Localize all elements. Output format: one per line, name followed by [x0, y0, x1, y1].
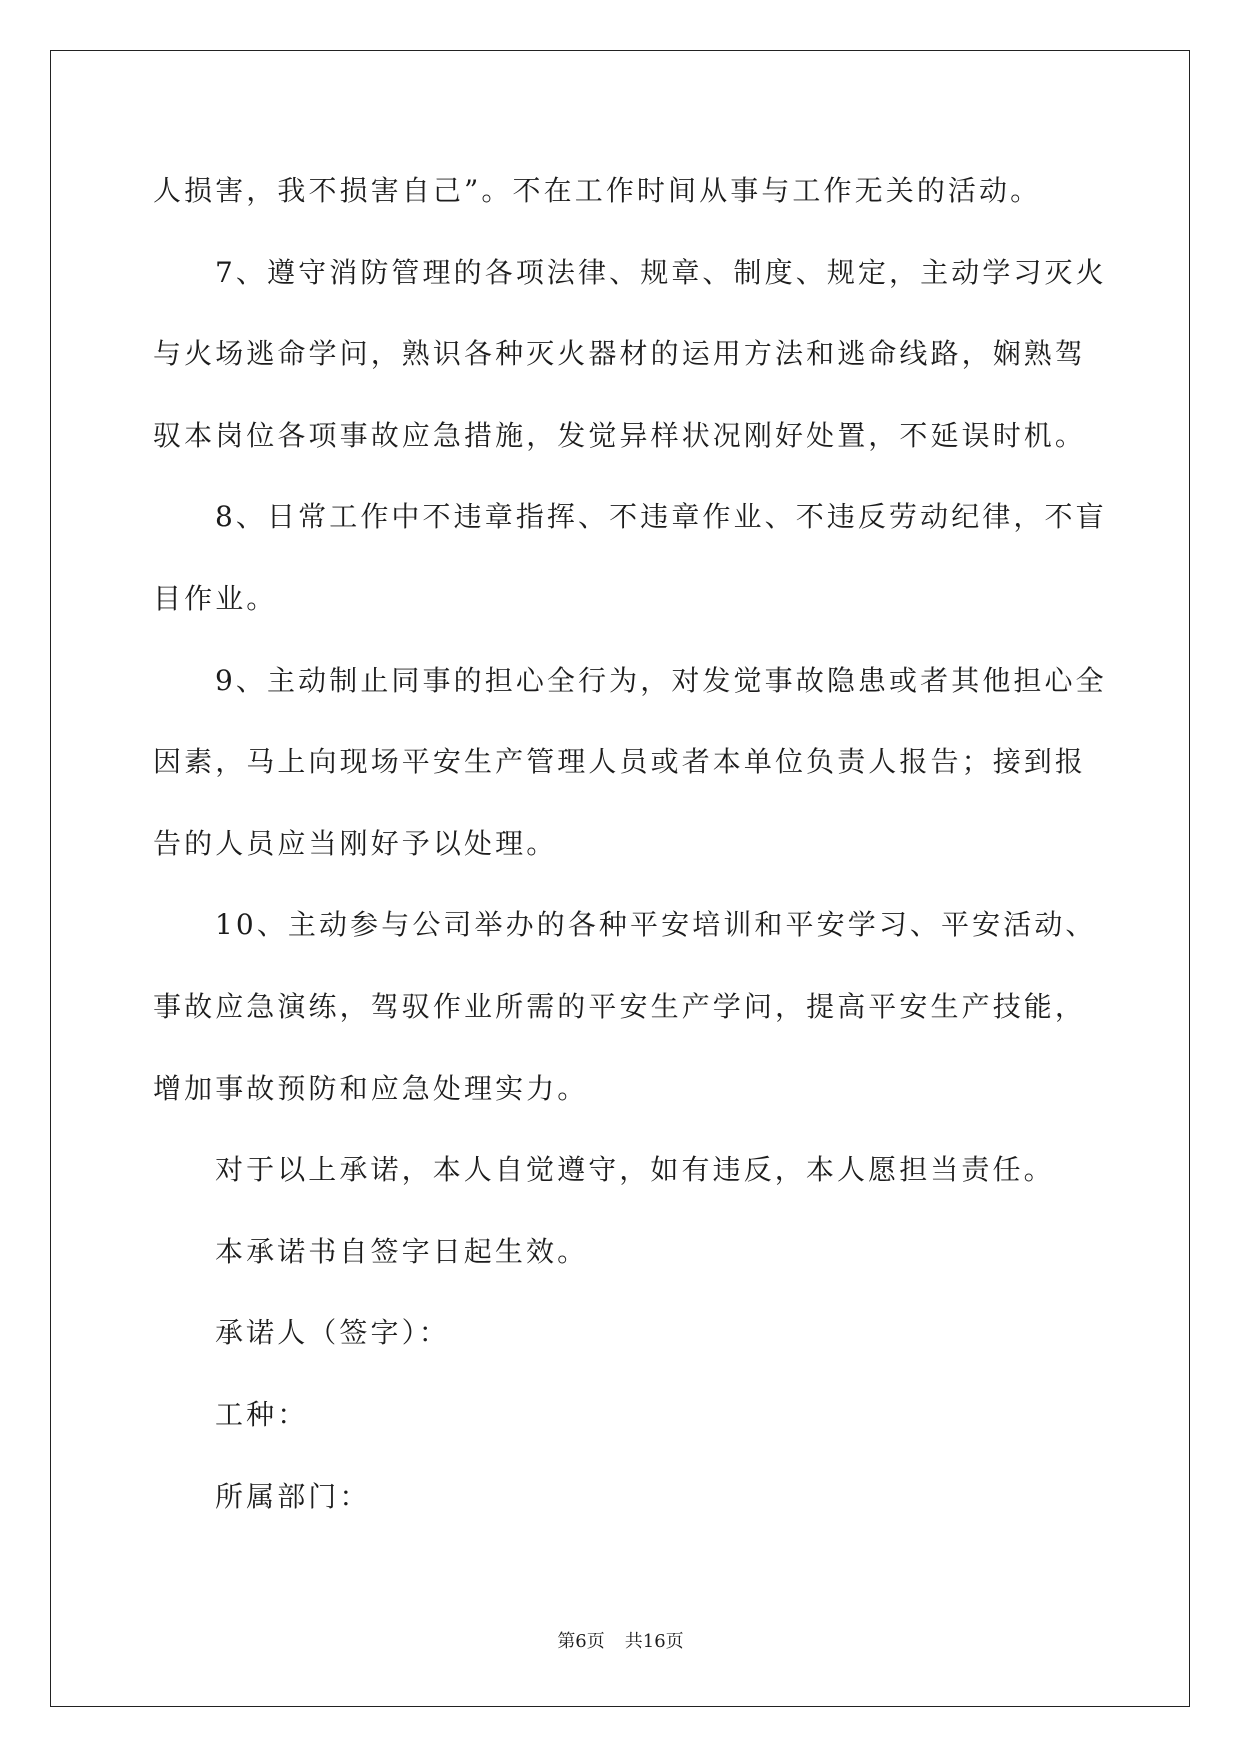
paragraph-continuation	[153, 150, 1163, 232]
paragraph-item-10	[153, 884, 1163, 1129]
department-label: 所属部门：	[215, 1479, 371, 1513]
paragraph-line: 因素，马上向现场平安生产管理人员或者本单位负责人报告；接到报	[153, 745, 1087, 779]
paragraph-line: 8、日常工作中不违章指挥、不违章作业、不违反劳动纪律，不盲	[215, 500, 1107, 534]
paragraph-line: 9、主动制止同事的担心全行为，对发觉事故隐患或者其他担心全	[215, 663, 1107, 697]
job-type-label: 工种：	[215, 1397, 309, 1431]
paragraph-line: 人损害，我不损害自己”。不在工作时间从事与工作无关的活动。	[153, 174, 1042, 207]
signer-label: 承诺人（签字）：	[215, 1316, 450, 1350]
paragraph-line: 事故应急演练，驾驭作业所需的平安生产学问，提高平安生产技能，	[153, 989, 1087, 1023]
paragraph-item-8	[153, 476, 1163, 639]
document-body	[153, 150, 1163, 1537]
paragraph-line: 10、主动参与公司举办的各种平安培训和平安学习、平安活动、	[215, 908, 1097, 942]
paragraph-line: 本承诺书自签字日起生效。	[215, 1234, 589, 1268]
paragraph-line: 与火场逃命学问，熟识各种灭火器材的运用方法和逃命线路，娴熟驾	[153, 337, 1087, 371]
paragraph-line: 增加事故预防和应急处理实力。	[153, 1071, 589, 1105]
signature-block	[153, 1292, 1163, 1537]
paragraph-line: 目作业。	[153, 581, 278, 615]
paragraph-item-9	[153, 640, 1163, 885]
page-footer	[0, 1628, 1241, 1656]
paragraph-line: 告的人员应当刚好予以处理。	[153, 826, 558, 860]
paragraph-line: 7、遵守消防管理的各项法律、规章、制度、规定，主动学习灭火	[215, 255, 1107, 289]
paragraph-effective-statement	[153, 1211, 1163, 1293]
page-number: 第6页	[557, 1631, 605, 1652]
paragraph-line: 对于以上承诺，本人自觉遵守，如有违反，本人愿担当责任。	[215, 1153, 1055, 1187]
paragraph-line: 驭本岗位各项事故应急措施，发觉异样状况刚好处置，不延误时机。	[153, 418, 1087, 452]
paragraph-item-7	[153, 232, 1163, 477]
page-total: 共16页	[624, 1631, 684, 1652]
paragraph-commitment-statement	[153, 1129, 1163, 1211]
